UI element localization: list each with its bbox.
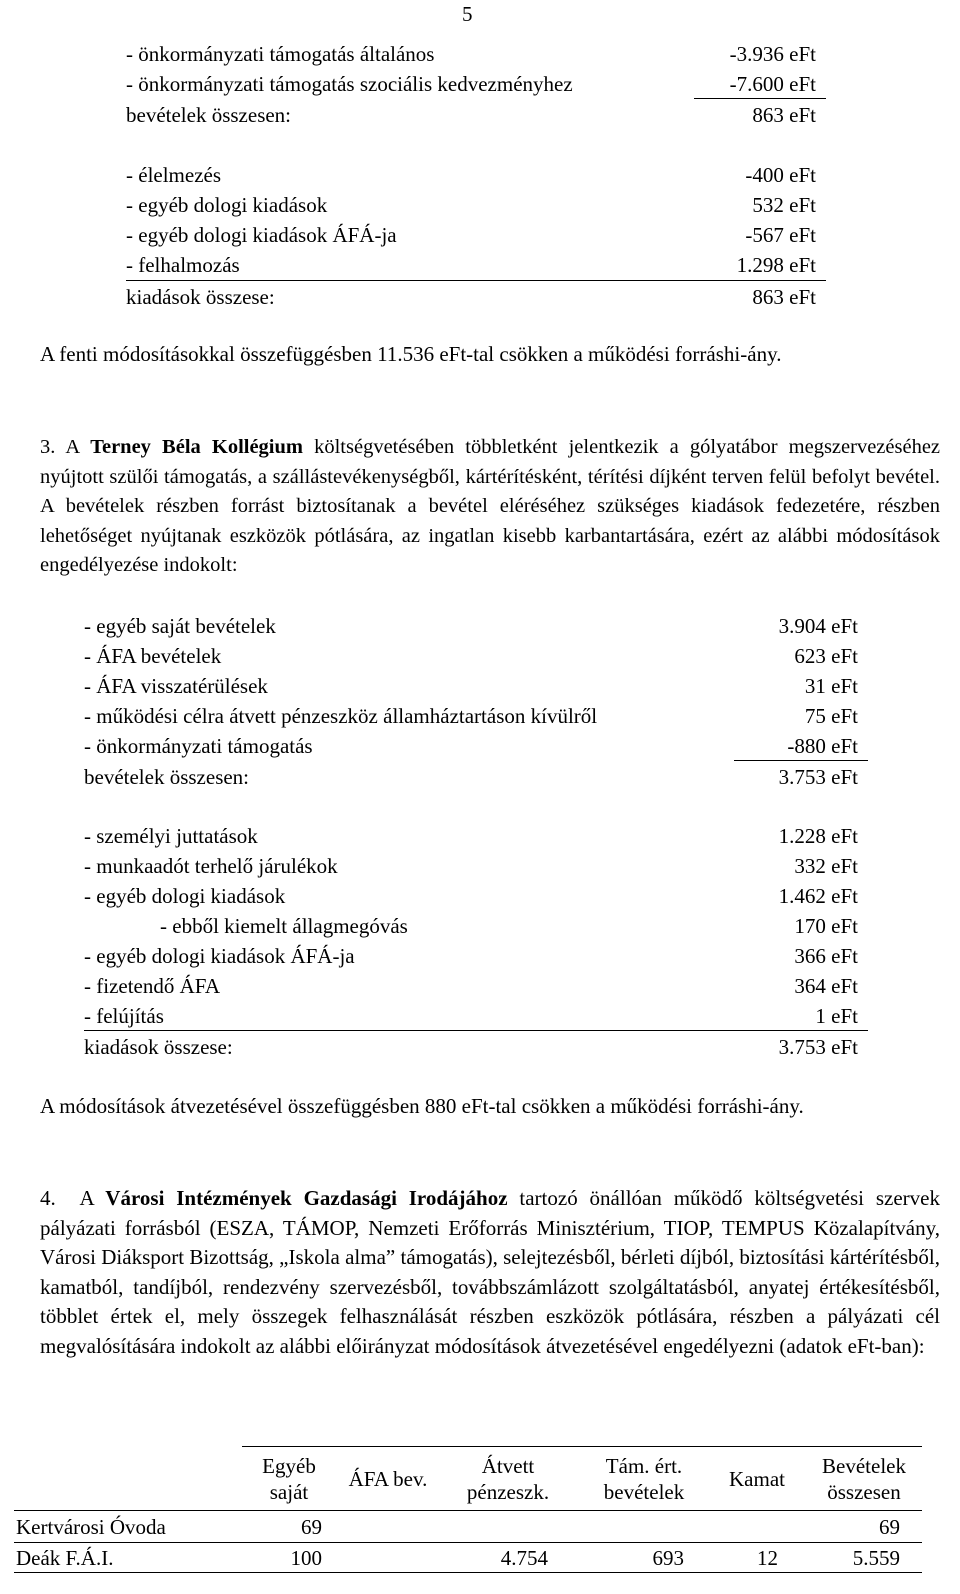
note-text: A fenti módosításokkal összefüggésben 11.536 eFt-tal csökken a működési forráshi-ány. <box>40 342 782 366</box>
section-text: tartozó önállóan működő költségvetési szervek pályázati forrásból (ESZA, TÁMOP, Nemzeti Erőforrás Minisztérium, TIOP, TEMPUS Közalapítvány, Városi Diáksport Bizottság, „Iskola alma” támogatás), selejtezésből, bérleti díjból, biztosítási kártérítésből, kamatból, tandíjból, rendezvény szervezésből, továbbszámlázott szolgáltatásból, anyatej értékesítésből, többlet értek el, mely összegek felhasználását részben eszközök pótlására, részben a pályázati cél megvalósítására indokolt az alábbi előirányzat módosítások átvezetésével engedélyezni (adatok eFt-ban): <box>40 1186 940 1358</box>
col-header-bevetelek-osszesen: Bevételek összesen <box>822 1454 906 1504</box>
row-label: - működési célra átvett pénzeszköz államháztartáson kívülről <box>84 704 598 728</box>
row-value: 1 eFt <box>815 1004 858 1028</box>
cell: 5.559 <box>852 1546 900 1570</box>
col-header-kamat: Kamat <box>729 1467 785 1491</box>
row-label: - fizetendő ÁFA <box>84 974 221 998</box>
section-lead: A <box>65 436 80 458</box>
table-top-rule <box>242 1446 922 1447</box>
row-value: 1.228 eFt <box>778 824 858 848</box>
row-value: 75 eFt <box>804 704 858 728</box>
page-number: 5 <box>462 2 473 26</box>
row-value: -7.600 eFt <box>729 72 816 96</box>
row-value: 364 eFt <box>794 974 858 998</box>
row-value: 31 eFt <box>804 674 858 698</box>
row-value: -567 eFt <box>745 223 816 247</box>
sum-rule <box>734 760 868 761</box>
row-label: - ebből kiemelt állagmegóvás <box>160 914 408 938</box>
cell: 69 <box>879 1515 900 1539</box>
col-header-atvett: Átvett pénzeszk. <box>466 1454 550 1504</box>
section-text: költségvetésében többletként jelentkezik a gólyatábor megszervezéséhez nyújtott szülői támogatás, a szállástevékenységből, kártérítésként, térítési díjként terven felül befolyt bevétel. A bevételek részben forrást biztosítanak a bevétel eléréséhez szükséges kiadások fedezetére, részben lehetőséget nyújtanak eszközök pótlására, az ingatlan kisebb karbantartására, ezért az alábbi módosítások engedélyezése indokolt: <box>40 436 941 576</box>
section4-paragraph <box>40 1184 940 1361</box>
row-value: 863 eFt <box>752 285 816 309</box>
row-rule <box>14 1542 922 1543</box>
row-label: bevételek összesen: <box>126 103 292 127</box>
col-header-tam-ert: Tám. ért. bevételek <box>603 1454 685 1504</box>
row-value: -400 eFt <box>745 163 816 187</box>
row-value: 623 eFt <box>794 644 858 668</box>
institution-name: Terney Béla Kollégium <box>90 436 303 458</box>
row-name: Kertvárosi Óvoda <box>16 1515 166 1539</box>
row-value: 3.904 eFt <box>778 614 858 638</box>
row-label: - munkaadót terhelő járulékok <box>84 854 338 878</box>
cell: 69 <box>301 1515 322 1539</box>
row-value: 1.462 eFt <box>778 884 858 908</box>
row-label: - önkormányzati támogatás általános <box>126 42 435 66</box>
row-value: 3.753 eFt <box>778 765 858 789</box>
sum-rule <box>694 98 826 99</box>
section-lead: A <box>79 1186 94 1210</box>
col-header-afa-bev: ÁFA bev. <box>348 1467 428 1491</box>
col-header-egyeb-sajat: Egyéb saját <box>262 1454 316 1504</box>
row-value: -3.936 eFt <box>729 42 816 66</box>
row-value: -880 eFt <box>787 734 858 758</box>
row-value: 332 eFt <box>794 854 858 878</box>
row-label: - egyéb dologi kiadások <box>126 193 328 217</box>
note-text: A módosítások átvezetésével összefüggésben 880 eFt-tal csökken a működési forráshi-ány. <box>40 1094 804 1118</box>
row-label: bevételek összesen: <box>84 765 250 789</box>
block1-note <box>40 340 940 370</box>
table-header-rule <box>14 1510 922 1511</box>
cell: 100 <box>290 1546 322 1570</box>
row-value: 3.753 eFt <box>778 1035 858 1059</box>
row-value: 170 eFt <box>794 914 858 938</box>
row-label: - ÁFA visszatérülések <box>84 674 268 698</box>
row-label: - egyéb dologi kiadások ÁFÁ-ja <box>126 223 397 247</box>
row-value: 366 eFt <box>794 944 858 968</box>
row-label: kiadások összese: <box>84 1035 233 1059</box>
row-label: - felhalmozás <box>126 253 240 277</box>
row-rule <box>14 1572 922 1573</box>
cell: 12 <box>757 1546 778 1570</box>
row-label: - egyéb dologi kiadások <box>84 884 286 908</box>
row-label: kiadások összese: <box>126 285 275 309</box>
row-value: 863 eFt <box>752 103 816 127</box>
row-label: - felújítás <box>84 1004 164 1028</box>
row-label: - személyi juttatások <box>84 824 258 848</box>
row-label: - önkormányzati támogatás szociális kedvezményhez <box>126 72 573 96</box>
row-name: Deák F.Á.I. <box>16 1546 114 1570</box>
row-label: - egyéb saját bevételek <box>84 614 276 638</box>
institution-name: Városi Intézmények Gazdasági Irodájához <box>105 1186 508 1210</box>
row-label: - élelmezés <box>126 163 222 187</box>
row-value: 532 eFt <box>752 193 816 217</box>
section3-paragraph <box>40 433 940 581</box>
section-number: 3. <box>40 436 56 458</box>
section3-note <box>40 1092 940 1122</box>
sum-rule <box>84 1030 868 1031</box>
section-number: 4. <box>40 1186 56 1210</box>
sum-rule <box>126 280 826 281</box>
row-value: 1.298 eFt <box>736 253 816 277</box>
row-label: - ÁFA bevételek <box>84 644 222 668</box>
row-label: - önkormányzati támogatás <box>84 734 313 758</box>
cell: 4.754 <box>500 1546 548 1570</box>
row-label: - egyéb dologi kiadások ÁFÁ-ja <box>84 944 355 968</box>
cell: 693 <box>652 1546 684 1570</box>
